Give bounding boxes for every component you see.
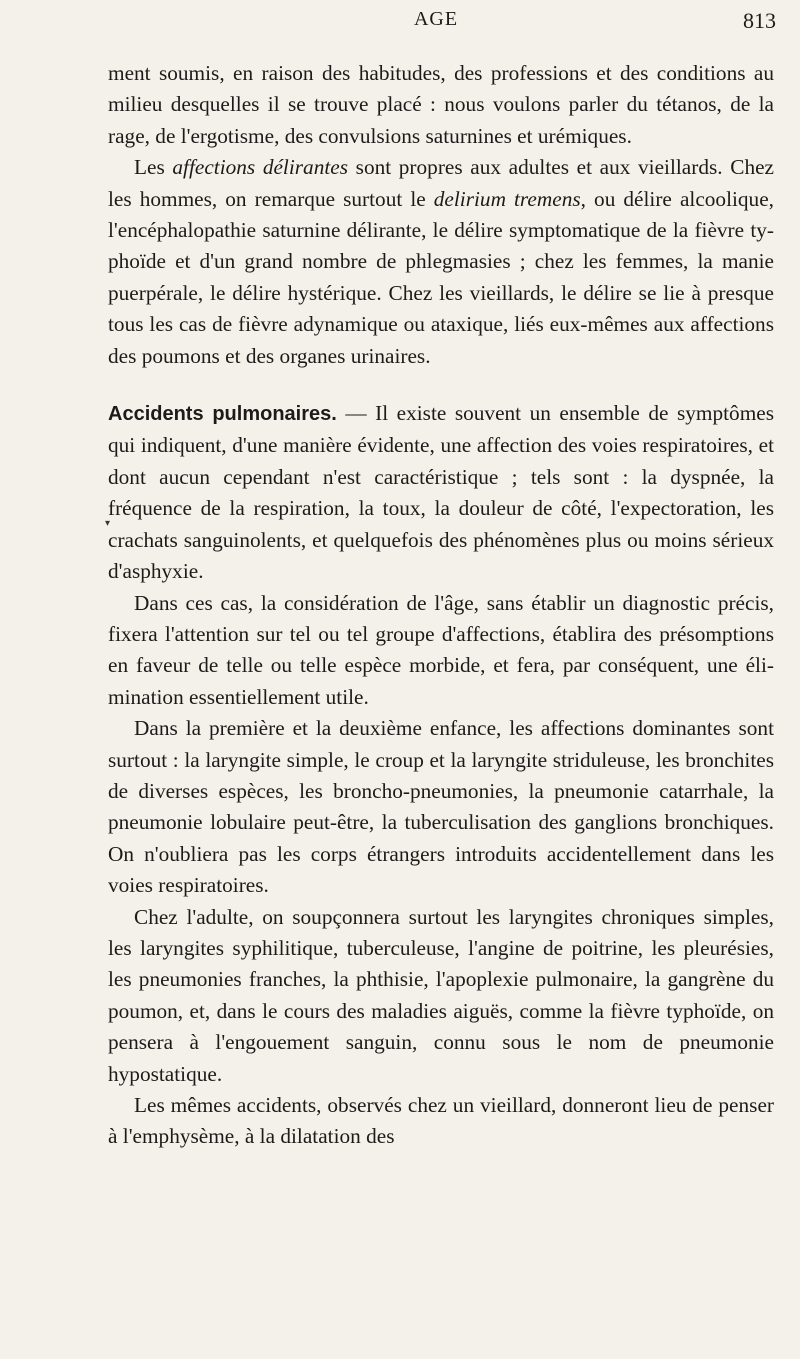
text-span: — Il existe souvent un ensemble de symptômes qui indiquent, d'une manière évidente, une affection des voies respiratoires, et dont aucun cependant n'est caractéristique ; tels sont : la dyspnée, la fréquence de la respiration, la toux, la douleur de côté, l'expectoration, les crachats sanguinolents, et quelquefois des phénomènes plus ou moins sérieux d'asphyxie. [108,401,774,584]
paragraph-continuation: ment soumis, en raison des habitudes, des professions et des conditions au milieu desquelles il se trouve placé : nous voulons parler du tétanos, de la rage, de l'ergotisme, des convulsions saturnines et urémiques. [108,61,774,148]
paragraph-accidents-pulmonaires [108,398,774,587]
paragraph-affections-delirantes [108,152,774,372]
page-number: 813 [743,8,776,33]
body-text [108,58,774,1153]
italic-term-delirium-tremens: delirium tremens [433,186,581,211]
paragraph-adulte: Chez l'adulte, on soupçonnera surtout les laryngites chroniques simples, les laryngites syphilitique, tuberculeuse, l'angine de poitrine, les pleurésies, les pneumonies franches, la phthisie, l'apoplexie pulmonaire, la gangrène du poumon, et, dans le cours des maladies aiguës, comme la fièvre typhoïde, on pensera à l'engouement sanguin, connu sous le nom de pneumonie hypostatique. [108,904,774,1086]
print-speck: ▾ [105,518,111,529]
running-head-title: AGE [413,8,459,30]
paragraph-vieillard: Les mêmes accidents, observés chez un vieillard, donneront lieu de penser à l'emphysème, à la dilatation des [108,1093,774,1149]
italic-term-affections-delirantes: affections délirantes [172,155,349,180]
text-span: Les [134,155,173,180]
paragraph-diagnostic: Dans ces cas, la considération de l'âge, sans établir un diagnostic précis, fixera l'attention sur tel ou tel groupe d'affections, établira des présomptions en faveur de telle ou telle espèce morbide, et fera, par conséquent, une élimination essentiellement utile. [108,590,774,709]
running-head [96,8,776,38]
section-heading-accidents-pulmonaires: Accidents pulmonaires. [108,403,337,426]
text-span: sont propres aux adultes et aux vieillards. Chez les hommes, on remarque surtout le [108,155,774,211]
text-span: , ou délire alcoolique, l'encéphalopathie saturnine délirante, le délire symptomatique de la fièvre typhoïde et d'un grand nombre de phlegmasies ; chez les femmes, la manie puerpérale, le délire hystérique. Chez les vieillards, le délire se lie à presque tous les cas de fièvre adynamique ou ataxique, liés eux-mêmes aux affections des poumons et des organes urinaires. [108,186,774,368]
paragraph-enfance: Dans la première et la deuxième enfance, les affections dominantes sont surtout : la laryngite simple, le croup et la laryngite striduleuse, les bronchites de diverses espèces, les broncho-pneumonies, la pneumonie catarrhale, la pneumonie lobulaire peut-être, la tuberculisation des ganglions bronchiques. On n'oubliera pas les corps étrangers introduits accidentellement dans les voies respiratoires. [108,716,774,898]
